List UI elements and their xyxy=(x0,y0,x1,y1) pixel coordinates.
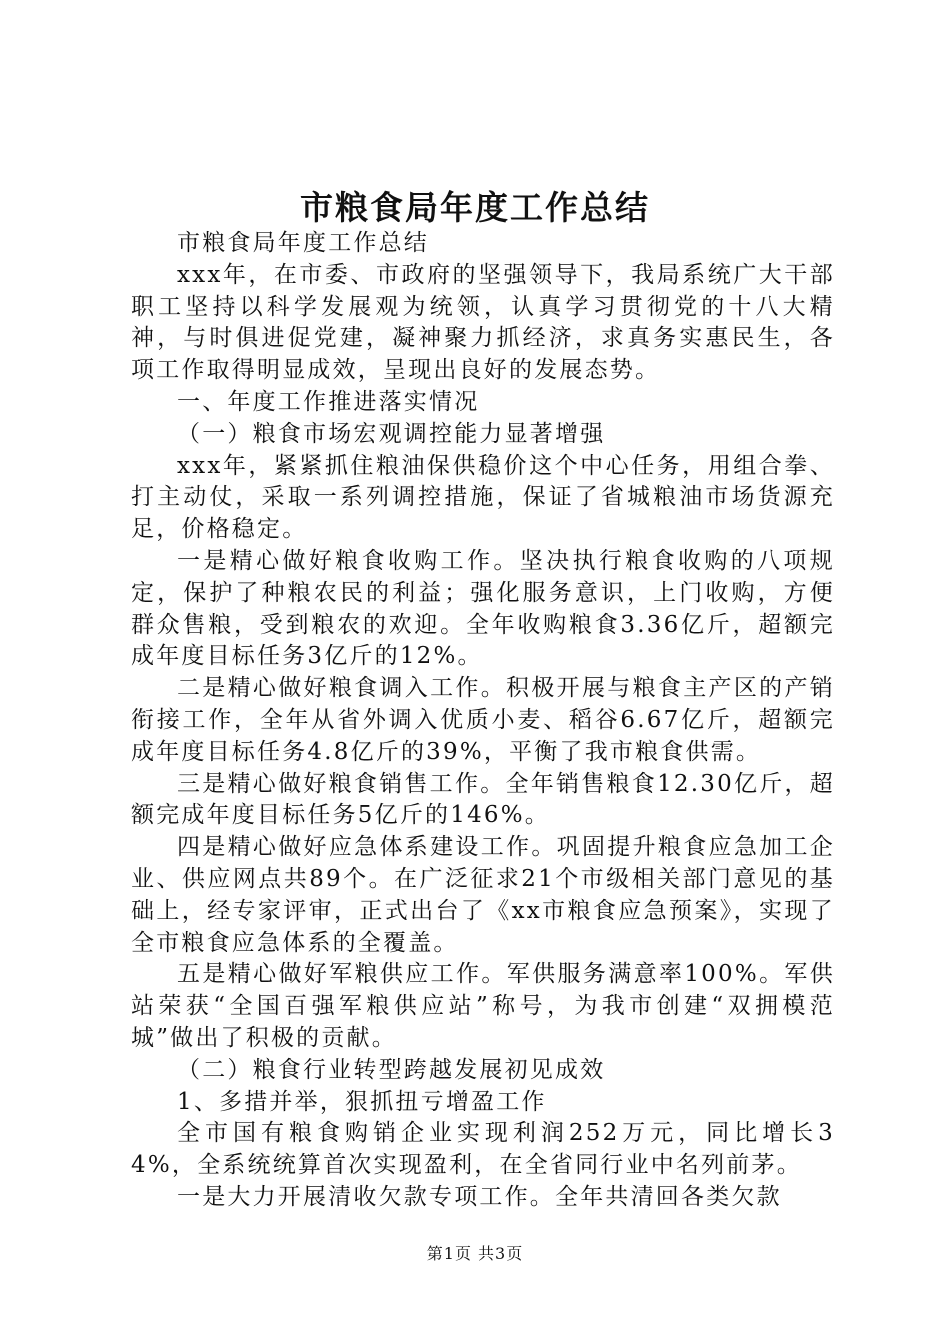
paragraph: 五是精心做好军粮供应工作。军供服务满意率100%。军供站荣获“全国百强军粮供应站”称号，为我市创建“双拥模范城”做出了积极的贡献。 xyxy=(131,961,835,1051)
paragraph: 一是精心做好粮食收购工作。坚决执行粮食收购的八项规定，保护了种粮农民的利益；强化服务意识，上门收购，方便群众售粮，受到粮农的欢迎。全年收购粮食3.36亿斤，超额完成年度目标任务3亿斤的12%。 xyxy=(131,547,835,670)
paragraph: 市粮食局年度工作总结 xyxy=(177,230,429,256)
document-body xyxy=(131,228,835,1214)
page-footer: 第1页 共3页 xyxy=(426,1244,524,1263)
item-heading: 1、多措并举，狠抓扭亏增盈工作 xyxy=(177,1088,547,1115)
paragraph: xxx年，紧紧抓住粮油保供稳价这个中心任务，用组合拳、打主动仗，采取一系列调控措施，保证了省城粮油市场货源充足，价格稳定。 xyxy=(131,452,835,543)
paragraph: xxx年，在市委、市政府的坚强领导下，我局系统广大干部职工坚持以科学发展观为统领，认真学习贯彻党的十八大精神，与时俱进促党建，凝神聚力抓经济，求真务实惠民生，各项工作取得明显成效，呈现出良好的发展态势。 xyxy=(131,261,835,384)
paragraph: 三是精心做好粮食销售工作。全年销售粮食12.30亿斤，超额完成年度目标任务5亿斤的146%。 xyxy=(131,770,835,829)
subsection-heading: （二）粮食行业转型跨越发展初见成效 xyxy=(177,1056,606,1083)
paragraph: 一是大力开展清收欠款专项工作。全年共清回各类欠款 xyxy=(177,1183,782,1210)
paragraph: 二是精心做好粮食调入工作。积极开展与粮食主产区的产销衔接工作，全年从省外调入优质小麦、稻谷6.67亿斤，超额完成年度目标任务4.8亿斤的39%，平衡了我市粮食供需。 xyxy=(131,675,835,765)
paragraph: 全市国有粮食购销企业实现利润252万元，同比增长34%，全系统统算首次实现盈利，在全省同行业中名列前茅。 xyxy=(131,1120,835,1179)
subsection-heading: （一）粮食市场宏观调控能力显著增强 xyxy=(177,420,606,447)
document-title: 市粮食局年度工作总结 xyxy=(300,188,650,227)
section-heading: 一、年度工作推进落实情况 xyxy=(177,388,480,415)
paragraph: 四是精心做好应急体系建设工作。巩固提升粮食应急加工企业、供应网点共89个。在广泛征求21个市级相关部门意见的基础上，经专家评审，正式出台了《xx市粮食应急预案》，实现了全市粮食应急体系的全覆盖。 xyxy=(131,834,835,956)
